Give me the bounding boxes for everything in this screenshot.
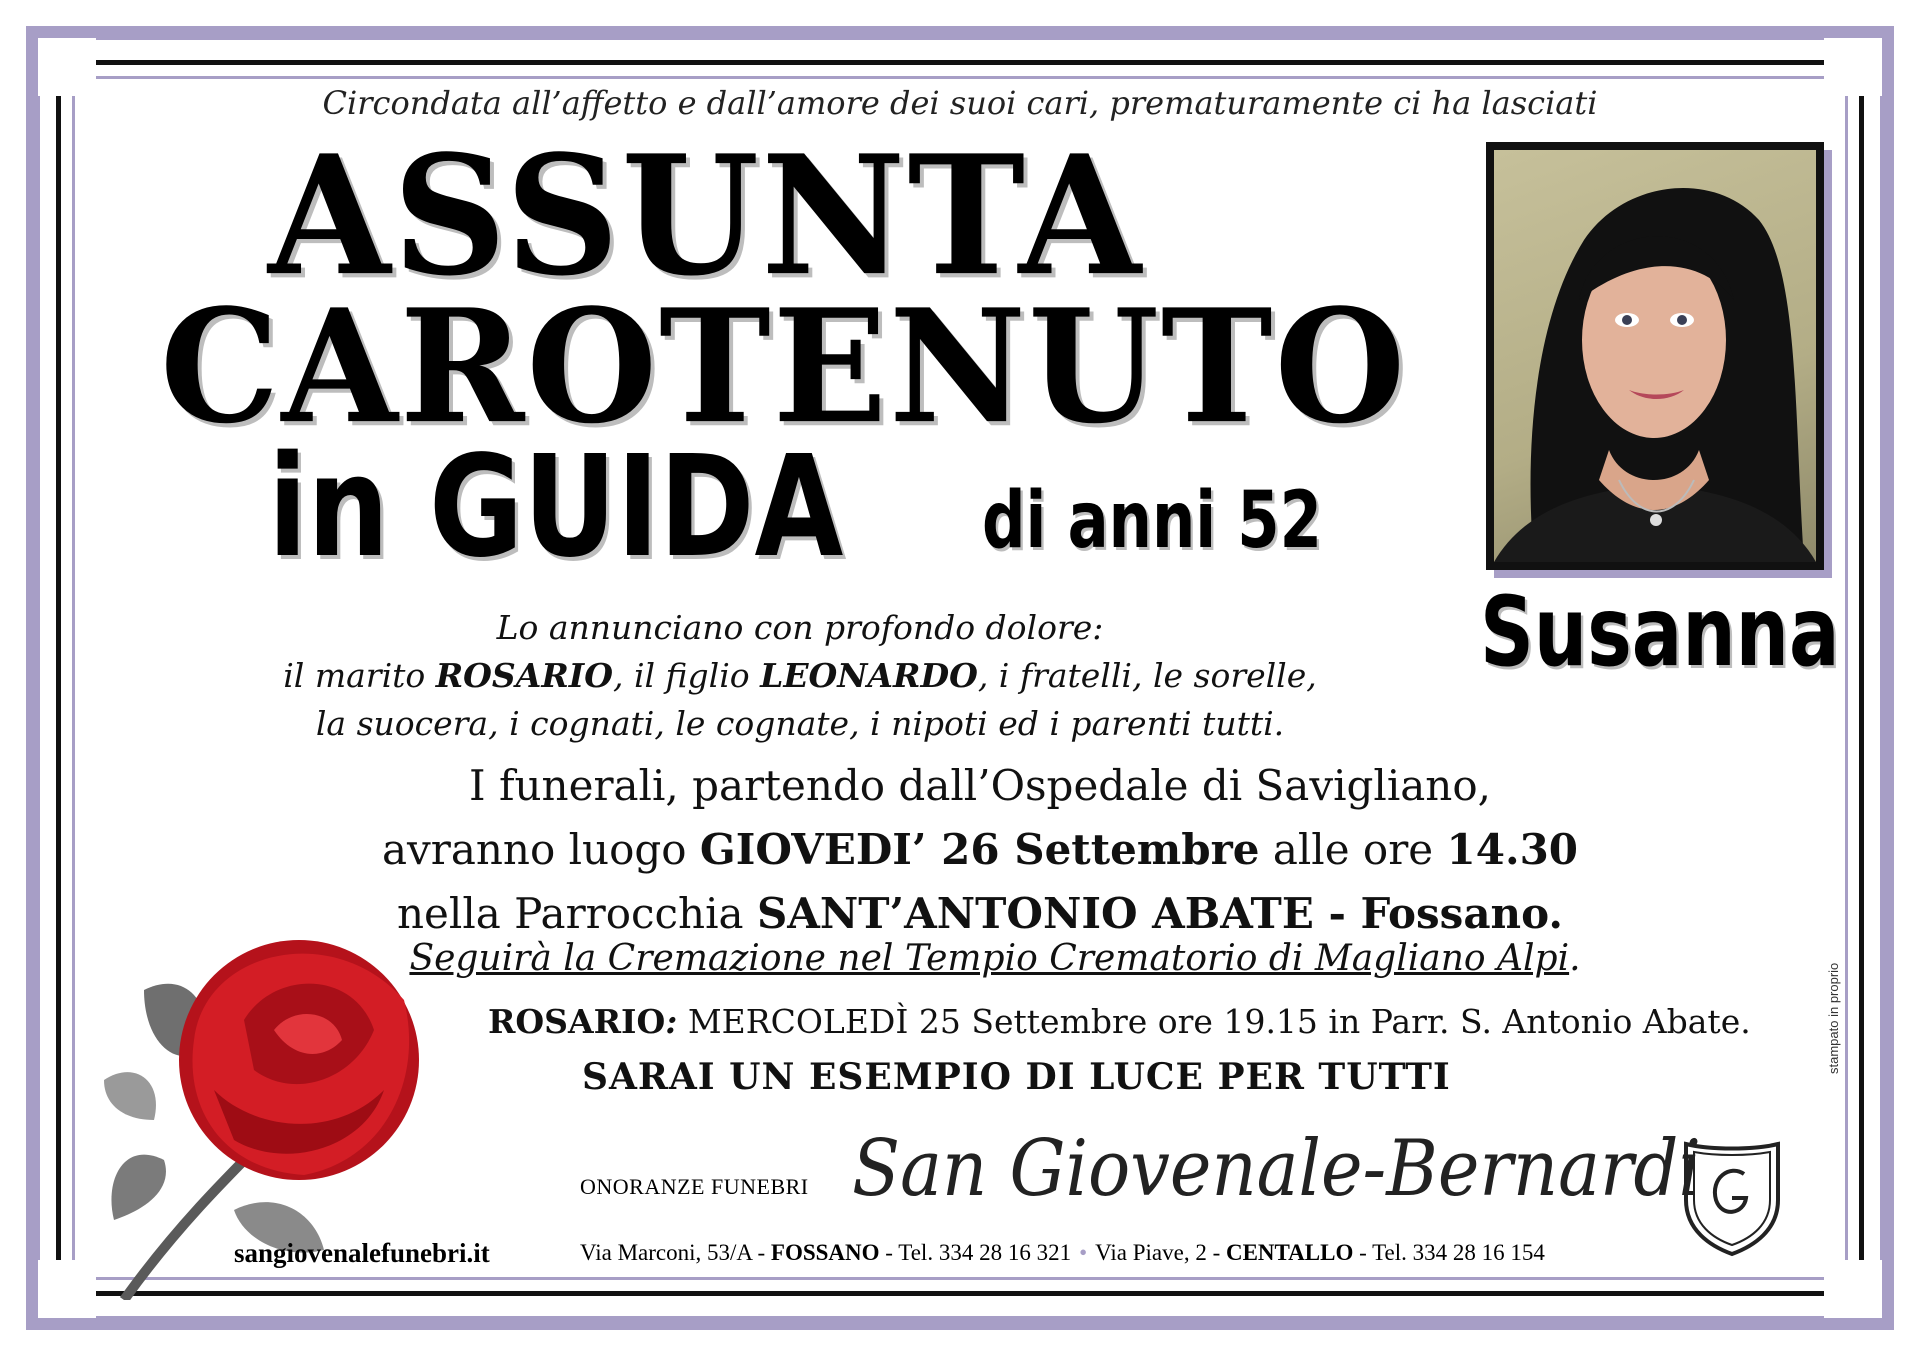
announcement-text: , il figlio <box>612 656 761 695</box>
son-name: LEONARDO <box>760 656 978 695</box>
rosary-label: ROSARIO <box>488 1002 666 1041</box>
funeral-home-addresses <box>580 1240 1545 1266</box>
rosary-details: MERCOLEDÌ 25 Settembre ore 19.15 in Parr. S. Antonio Abate. <box>677 1002 1751 1041</box>
city-centallo: CENTALLO <box>1225 1240 1354 1265</box>
phone-centallo: - Tel. 334 28 16 154 <box>1353 1240 1545 1265</box>
funeral-date: GIOVEDI’ 26 Settembre <box>699 825 1260 874</box>
printed-note: stampato in proprio <box>1826 962 1841 1074</box>
rosary-notice <box>488 1002 1751 1041</box>
funeral-line-3 <box>300 882 1660 946</box>
phone-fossano: - Tel. 334 28 16 321 <box>879 1240 1072 1265</box>
address-centallo: Via Piave, 2 - <box>1095 1240 1226 1265</box>
church-name: SANT’ANTONIO ABATE - Fossano. <box>756 889 1563 938</box>
deceased-last-name: CAROTENUTO <box>160 275 1408 459</box>
announcement-line-3: la suocera, i cognati, le cognate, i nipoti ed i parenti tutti. <box>315 704 1285 743</box>
website-link[interactable]: sangiovenalefunebri.it <box>234 1238 490 1268</box>
funeral-text: avranno luogo <box>381 825 700 874</box>
announcement-line-2 <box>200 652 1400 700</box>
announcement-text: , i fratelli, le sorelle, <box>977 656 1317 695</box>
cremation-period: . <box>1569 938 1581 979</box>
intro-text: Circondata all’affetto e dall’amore dei suoi cari, prematuramente ci ha lasciati <box>322 84 1598 122</box>
funeral-line-1: I funerali, partendo dall’Ospedale di Savigliano, <box>469 761 1491 810</box>
deceased-nickname: Susanna <box>1480 576 1840 688</box>
deceased-married-name: in GUIDA <box>268 426 844 589</box>
corner-ornament <box>1824 1260 1894 1330</box>
separator-dot: • <box>1079 1240 1088 1265</box>
cremation-text: Seguirà la Cremazione nel Tempio Crematorio di Magliano Alpi <box>409 938 1570 979</box>
husband-name: ROSARIO <box>435 656 613 695</box>
funeral-text: alle ore <box>1259 825 1447 874</box>
portrait-illustration <box>1494 150 1816 562</box>
rosary-colon: : <box>665 1002 678 1041</box>
portrait-photo <box>1486 142 1824 570</box>
shield-logo-icon <box>1680 1134 1784 1258</box>
deceased-first-name: ASSUNTA <box>268 120 1144 313</box>
funeral-line-2 <box>300 818 1660 882</box>
deceased-age: di anni 52 <box>982 476 1322 566</box>
funeral-time: 14.30 <box>1446 825 1579 874</box>
address-fossano: Via Marconi, 53/A - <box>580 1240 771 1265</box>
city-fossano: FOSSANO <box>770 1240 880 1265</box>
announcement-line-1: Lo annunciano con profondo dolore: <box>496 608 1104 647</box>
funeral-home-prefix: ONORANZE FUNEBRI <box>580 1174 809 1199</box>
cremation-notice <box>330 938 1660 979</box>
memorial-motto: SARAI UN ESEMPIO DI LUCE PER TUTTI <box>582 1056 1451 1098</box>
funeral-text: nella Parrocchia <box>397 889 757 938</box>
announcement-text: il marito <box>283 656 436 695</box>
funeral-home-name: San Giovenale-Bernardi <box>852 1124 1701 1214</box>
